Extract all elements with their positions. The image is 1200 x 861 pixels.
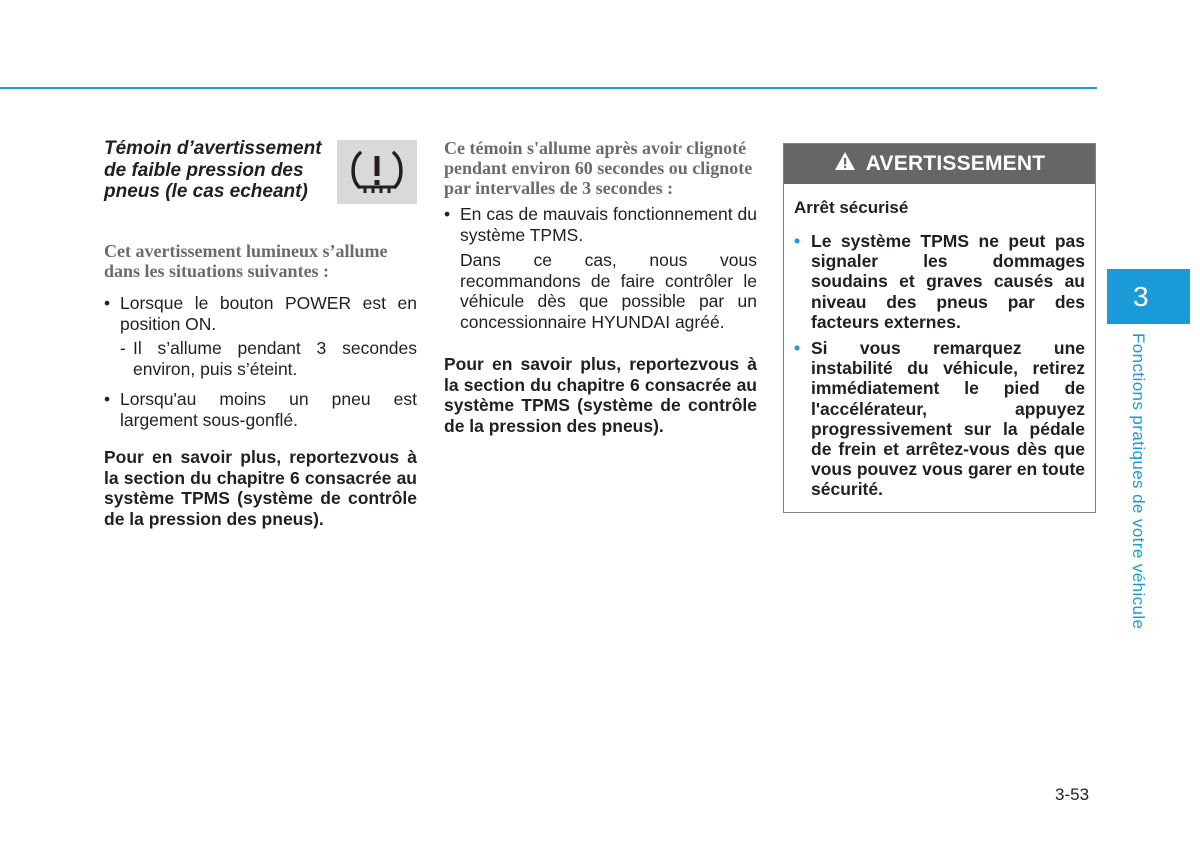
column-2 [444, 138, 757, 436]
list-item [444, 204, 757, 332]
warning-list [794, 231, 1085, 500]
section-lead: Cet avertissement lumineux s’allume dans les situations suivantes : [104, 241, 388, 281]
list-item-text: Lorsque le bouton POWER est en position ON. [120, 293, 417, 334]
warning-triangle-icon [834, 151, 856, 177]
warning-box [783, 143, 1096, 513]
list-item-text: Lorsqu'au moins un pneu est largement sous-gonflé. [120, 389, 417, 430]
column-1 [104, 138, 417, 529]
list-item [104, 293, 417, 379]
reference-note: Pour en savoir plus, reportezvous à la section du chapitre 6 consacrée au système TPMS (système de contrôle de la pression des pneus). [444, 354, 757, 436]
list-item [104, 389, 417, 430]
chapter-title: Fonctions pratiques de votre véhicule [1129, 333, 1148, 630]
tpms-title: Témoin d’avertissement de faible pression des pneus (le cas echeant) [104, 138, 322, 202]
malfunction-list [444, 204, 757, 332]
warning-item: • Si vous remarquez une instabilité du véhicule, retirez immédiatement le pied de l'accélérateur, appuyez progressivement sur la pédale de frein et arrêtez-vous dès que vous pouvez vous garer en toute sécurité. [794, 338, 1085, 500]
warning-title: AVERTISSEMENT [865, 152, 1046, 175]
list-sub-item: - Il s’allume pendant 3 secondes environ, puis s’éteint. [120, 338, 417, 379]
reference-note: Pour en savoir plus, reportezvous à la section du chapitre 6 consacrée au système TPMS (système de contrôle de la pression des pneus). [104, 447, 417, 529]
section-lead: Ce témoin s'allume après avoir clignoté pendant environ 60 secondes ou clignote par intervalles de 3 secondes : [444, 138, 753, 198]
tpms-warning-icon [337, 140, 417, 204]
list-item-text: En cas de mauvais fonctionnement du système TPMS. [460, 204, 757, 245]
column-3 [783, 138, 1096, 513]
top-rule [0, 87, 1097, 89]
list-item-paragraph: Dans ce cas, nous vous recommandons de faire contrôler le véhicule dès que possible par un concessionnaire HYUNDAI agréé. [460, 250, 757, 332]
chapter-tab: 3 [1107, 269, 1190, 324]
page-number: 3-53 [1055, 785, 1090, 804]
warning-item: • Le système TPMS ne peut pas signaler les dommages soudains et graves causés au niveau des pneus par des facteurs externes. [794, 231, 1085, 332]
condition-list [104, 293, 417, 430]
warning-subtitle: Arrêt sécurisé [794, 198, 909, 217]
warning-header [784, 144, 1095, 184]
tpms-heading-row [104, 138, 417, 204]
